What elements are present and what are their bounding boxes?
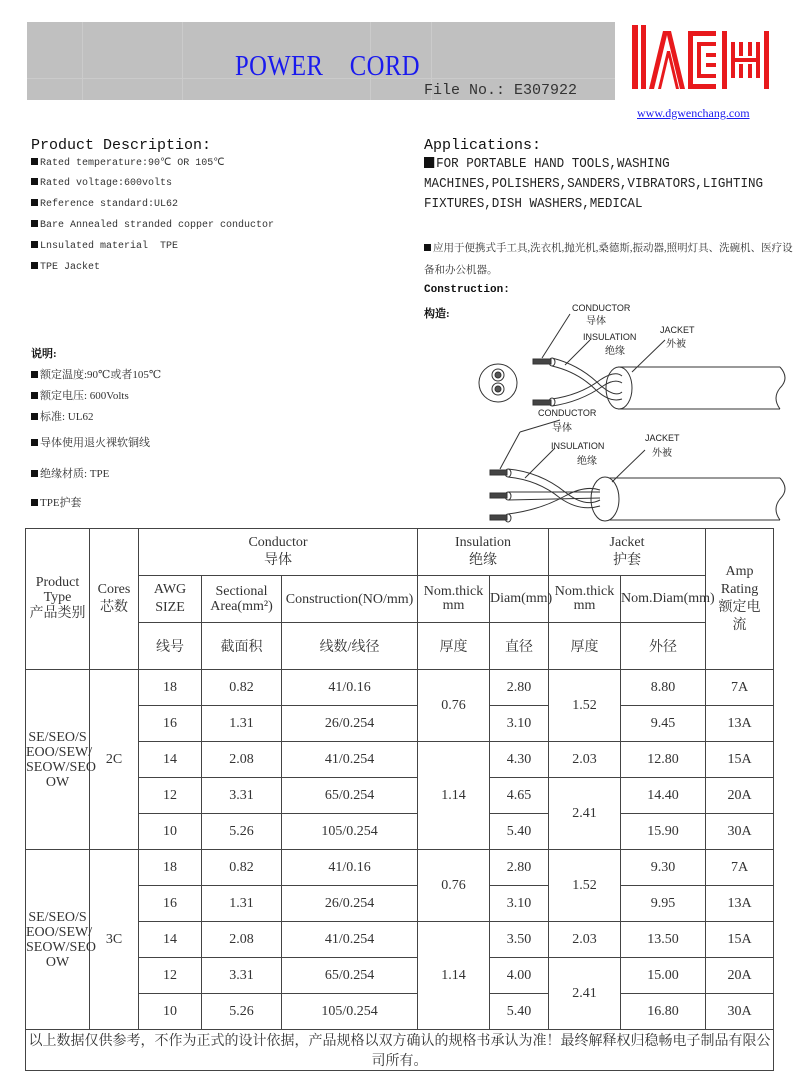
table-row — [26, 670, 774, 706]
label-jacket-cn-2c: 外被 — [666, 339, 686, 350]
amp-cell: 20A — [706, 958, 774, 994]
bullet-square-icon — [31, 262, 38, 269]
ins-diam-cell: 4.30 — [490, 742, 549, 778]
cores-cell: 3C — [90, 850, 139, 1030]
header-row-1 — [26, 529, 774, 576]
area-cell: 5.26 — [202, 814, 282, 850]
company-logo — [630, 23, 770, 91]
jac-thick-cell: 1.52 — [549, 850, 621, 922]
ins-thick-cell: 0.76 — [418, 850, 490, 922]
bullet-square-icon — [31, 439, 38, 446]
construction-cell: 65/0.254 — [282, 778, 418, 814]
ins-diam-cell: 3.10 — [490, 886, 549, 922]
ins-diam-cell: 3.10 — [490, 706, 549, 742]
bullet-square-icon — [31, 499, 38, 506]
area-cell: 1.31 — [202, 886, 282, 922]
col-header-awg: AWG SIZE — [139, 576, 202, 623]
bullet-square-icon — [31, 178, 38, 185]
ins-thick-cell: 1.14 — [418, 742, 490, 850]
awg-cell: 10 — [139, 994, 202, 1030]
bullet-square-icon — [31, 158, 38, 165]
construction-cell: 26/0.254 — [282, 706, 418, 742]
amp-cell: 15A — [706, 922, 774, 958]
bullet-square-icon — [31, 199, 38, 206]
jac-thick-cell: 2.41 — [549, 778, 621, 850]
jac-thick-cell: 1.52 — [549, 670, 621, 742]
area-cell: 2.08 — [202, 922, 282, 958]
bullet-square-icon — [31, 371, 38, 378]
amp-cell: 13A — [706, 886, 774, 922]
area-cell: 3.31 — [202, 778, 282, 814]
col-header-construction: Construction(NO/mm) — [282, 576, 418, 623]
awg-cell: 16 — [139, 886, 202, 922]
desc-cn-item: 额定电压: 600Volts — [31, 387, 129, 403]
bullet-square-icon — [31, 241, 38, 248]
product-description-heading: Product Description: — [31, 137, 212, 154]
jac-diam-cell: 16.80 — [621, 994, 706, 1030]
header-row-3 — [26, 623, 774, 670]
bullet-square-icon — [31, 413, 38, 420]
col-header-jac-thick-cn: 厚度 — [549, 623, 621, 670]
construction-heading-en: Construction: — [424, 284, 510, 296]
ins-diam-cell: 5.40 — [490, 994, 549, 1030]
label-conductor-3c: CONDUCTOR — [538, 408, 597, 418]
jacket-2c — [618, 367, 780, 409]
area-cell: 5.26 — [202, 994, 282, 1030]
amp-cell: 30A — [706, 814, 774, 850]
jac-thick-cell: 2.41 — [549, 958, 621, 1030]
col-header-sectional-cn: 截面积 — [202, 623, 282, 670]
desc-cn-item: 标准: UL62 — [31, 408, 93, 424]
construction-cell: 41/0.254 — [282, 922, 418, 958]
table-row — [26, 706, 774, 742]
bullet-square-icon — [424, 244, 431, 251]
construction-cell: 41/0.16 — [282, 850, 418, 886]
label-conductor-2c: CONDUCTOR — [572, 303, 631, 313]
table-footnote-row — [26, 1030, 774, 1071]
col-header-awg-cn: 线号 — [139, 623, 202, 670]
jac-thick-cell: 2.03 — [549, 742, 621, 778]
jac-diam-cell: 12.80 — [621, 742, 706, 778]
awg-cell: 14 — [139, 742, 202, 778]
awg-cell: 14 — [139, 922, 202, 958]
cable-construction-diagram — [470, 300, 800, 525]
ins-thick-cell: 0.76 — [418, 670, 490, 742]
label-conductor-cn-2c: 导体 — [586, 316, 606, 327]
area-cell: 3.31 — [202, 958, 282, 994]
area-cell: 1.31 — [202, 706, 282, 742]
awg-cell: 18 — [139, 850, 202, 886]
jac-diam-cell: 13.50 — [621, 922, 706, 958]
desc-item: Reference standard:UL62 — [31, 199, 178, 210]
jac-thick-cell: 2.03 — [549, 922, 621, 958]
ins-diam-cell: 5.40 — [490, 814, 549, 850]
desc-item: Lnsulated material TPE — [31, 241, 178, 252]
label-jacket-3c: JACKET — [645, 433, 680, 443]
jac-diam-cell: 15.00 — [621, 958, 706, 994]
amp-cell: 20A — [706, 778, 774, 814]
awg-cell: 18 — [139, 670, 202, 706]
table-footnote: 以上数据仅供参考，不作为正式的设计依据，产品规格以双方确认的规格书承认为准！最终解释权归稳畅电子制品有限公司所有。 — [26, 1030, 774, 1071]
area-cell: 0.82 — [202, 670, 282, 706]
awg-cell: 16 — [139, 706, 202, 742]
amp-cell: 15A — [706, 742, 774, 778]
product-type-cell: SE/SEO/S EOO/SEW/ SEOW/SEO OW — [26, 670, 90, 850]
bullet-square-icon — [31, 220, 38, 227]
applications-heading: Applications: — [424, 137, 542, 154]
jacket-3c — [605, 478, 780, 520]
area-cell: 2.08 — [202, 742, 282, 778]
label-conductor-cn-3c: 导体 — [552, 423, 572, 434]
col-header-conductor: Conductor 导体 — [139, 529, 418, 576]
table-row — [26, 850, 774, 886]
amp-cell: 13A — [706, 706, 774, 742]
jac-diam-cell: 9.45 — [621, 706, 706, 742]
col-header-ins-diam: Diam(mm) — [490, 576, 549, 623]
table-row — [26, 994, 774, 1030]
page-title: POWER CORD — [235, 50, 420, 82]
construction-cell: 41/0.16 — [282, 670, 418, 706]
col-header-insulation: Insulation 绝缘 — [418, 529, 549, 576]
file-number: File No.: E307922 — [424, 82, 578, 99]
col-header-ins-diam-cn: 直径 — [490, 623, 549, 670]
col-header-cores: Cores 芯数 — [90, 529, 139, 670]
table-row — [26, 922, 774, 958]
col-header-jac-diam-cn: 外径 — [621, 623, 706, 670]
col-header-amp-rating: Amp Rating 额定电流 — [706, 529, 774, 670]
label-insulation-2c: INSULATION — [583, 332, 637, 342]
spec-table — [25, 528, 774, 1071]
construction-cell: 65/0.254 — [282, 958, 418, 994]
col-header-ins-thick: Nom.thick mm — [418, 576, 490, 623]
desc-cn-item: 导体使用退火裸软铜线 — [31, 434, 150, 450]
table-row — [26, 742, 774, 778]
construction-heading-cn: 构造: — [424, 308, 450, 320]
awg-cell: 12 — [139, 778, 202, 814]
jac-diam-cell: 14.40 — [621, 778, 706, 814]
label-jacket-cn-3c: 外被 — [652, 448, 672, 459]
label-insulation-cn-2c: 绝缘 — [605, 346, 625, 357]
jac-diam-cell: 15.90 — [621, 814, 706, 850]
product-type-cell: SE/SEO/S EOO/SEW/ SEOW/SEO OW — [26, 850, 90, 1030]
table-row — [26, 958, 774, 994]
col-header-jacket: Jacket 护套 — [549, 529, 706, 576]
cores-cell: 2C — [90, 670, 139, 850]
col-header-sectional-area: Sectional Area(mm²) — [202, 576, 282, 623]
amp-cell: 7A — [706, 670, 774, 706]
awg-cell: 12 — [139, 958, 202, 994]
label-insulation-3c: INSULATION — [551, 441, 605, 451]
ins-diam-cell: 4.65 — [490, 778, 549, 814]
applications-text-cn: 应用于便携式手工具,洗衣机,抛光机,桑德斯,振动器,照明灯具、洗碗机、医疗设备和办公机器。 — [424, 243, 793, 276]
description-cn-heading: 说明: — [31, 348, 57, 360]
ins-diam-cell: 2.80 — [490, 850, 549, 886]
col-header-construction-cn: 线数/线径 — [282, 623, 418, 670]
label-jacket-2c: JACKET — [660, 325, 695, 335]
area-cell: 0.82 — [202, 850, 282, 886]
bullet-square-icon — [31, 470, 38, 477]
construction-cell: 105/0.254 — [282, 994, 418, 1030]
bullet-square-icon — [424, 157, 434, 168]
website-link[interactable]: www.dgwenchang.com — [637, 106, 750, 120]
label-insulation-cn-3c: 绝缘 — [577, 456, 597, 467]
desc-item: Rated voltage:600volts — [31, 178, 172, 189]
jac-diam-cell: 8.80 — [621, 670, 706, 706]
col-header-ins-thick-cn: 厚度 — [418, 623, 490, 670]
ins-diam-cell: 3.50 — [490, 922, 549, 958]
table-row — [26, 886, 774, 922]
construction-cell: 26/0.254 — [282, 886, 418, 922]
desc-item: Rated temperature:90℃ OR 105℃ — [31, 157, 225, 169]
jac-diam-cell: 9.95 — [621, 886, 706, 922]
col-header-jac-diam: Nom.Diam(mm) — [621, 576, 706, 623]
desc-item: TPE Jacket — [31, 262, 100, 273]
ins-diam-cell: 4.00 — [490, 958, 549, 994]
table-row — [26, 778, 774, 814]
desc-cn-item: 绝缘材质: TPE — [31, 465, 109, 481]
ins-thick-cell: 1.14 — [418, 922, 490, 1030]
construction-cell: 41/0.254 — [282, 742, 418, 778]
ins-diam-cell: 2.80 — [490, 670, 549, 706]
col-header-product-type: Product Type 产品类别 — [26, 529, 90, 670]
desc-cn-item: 额定温度:90℃或者105℃ — [31, 366, 161, 382]
desc-item: Bare Annealed stranded copper conductor — [31, 220, 274, 231]
col-header-jac-thick: Nom.thick mm — [549, 576, 621, 623]
bullet-square-icon — [31, 392, 38, 399]
construction-cell: 105/0.254 — [282, 814, 418, 850]
jac-diam-cell: 9.30 — [621, 850, 706, 886]
awg-cell: 10 — [139, 814, 202, 850]
table-row — [26, 814, 774, 850]
desc-cn-item: TPE护套 — [31, 494, 82, 510]
amp-cell: 30A — [706, 994, 774, 1030]
applications-text-en: FOR PORTABLE HAND TOOLS,WASHING MACHINES,POLISHERS,SANDERS,VIBRATORS,LIGHTING FIXTURES,DISH WASHERS,MEDICAL — [424, 157, 764, 212]
amp-cell: 7A — [706, 850, 774, 886]
header-row-2 — [26, 576, 774, 623]
